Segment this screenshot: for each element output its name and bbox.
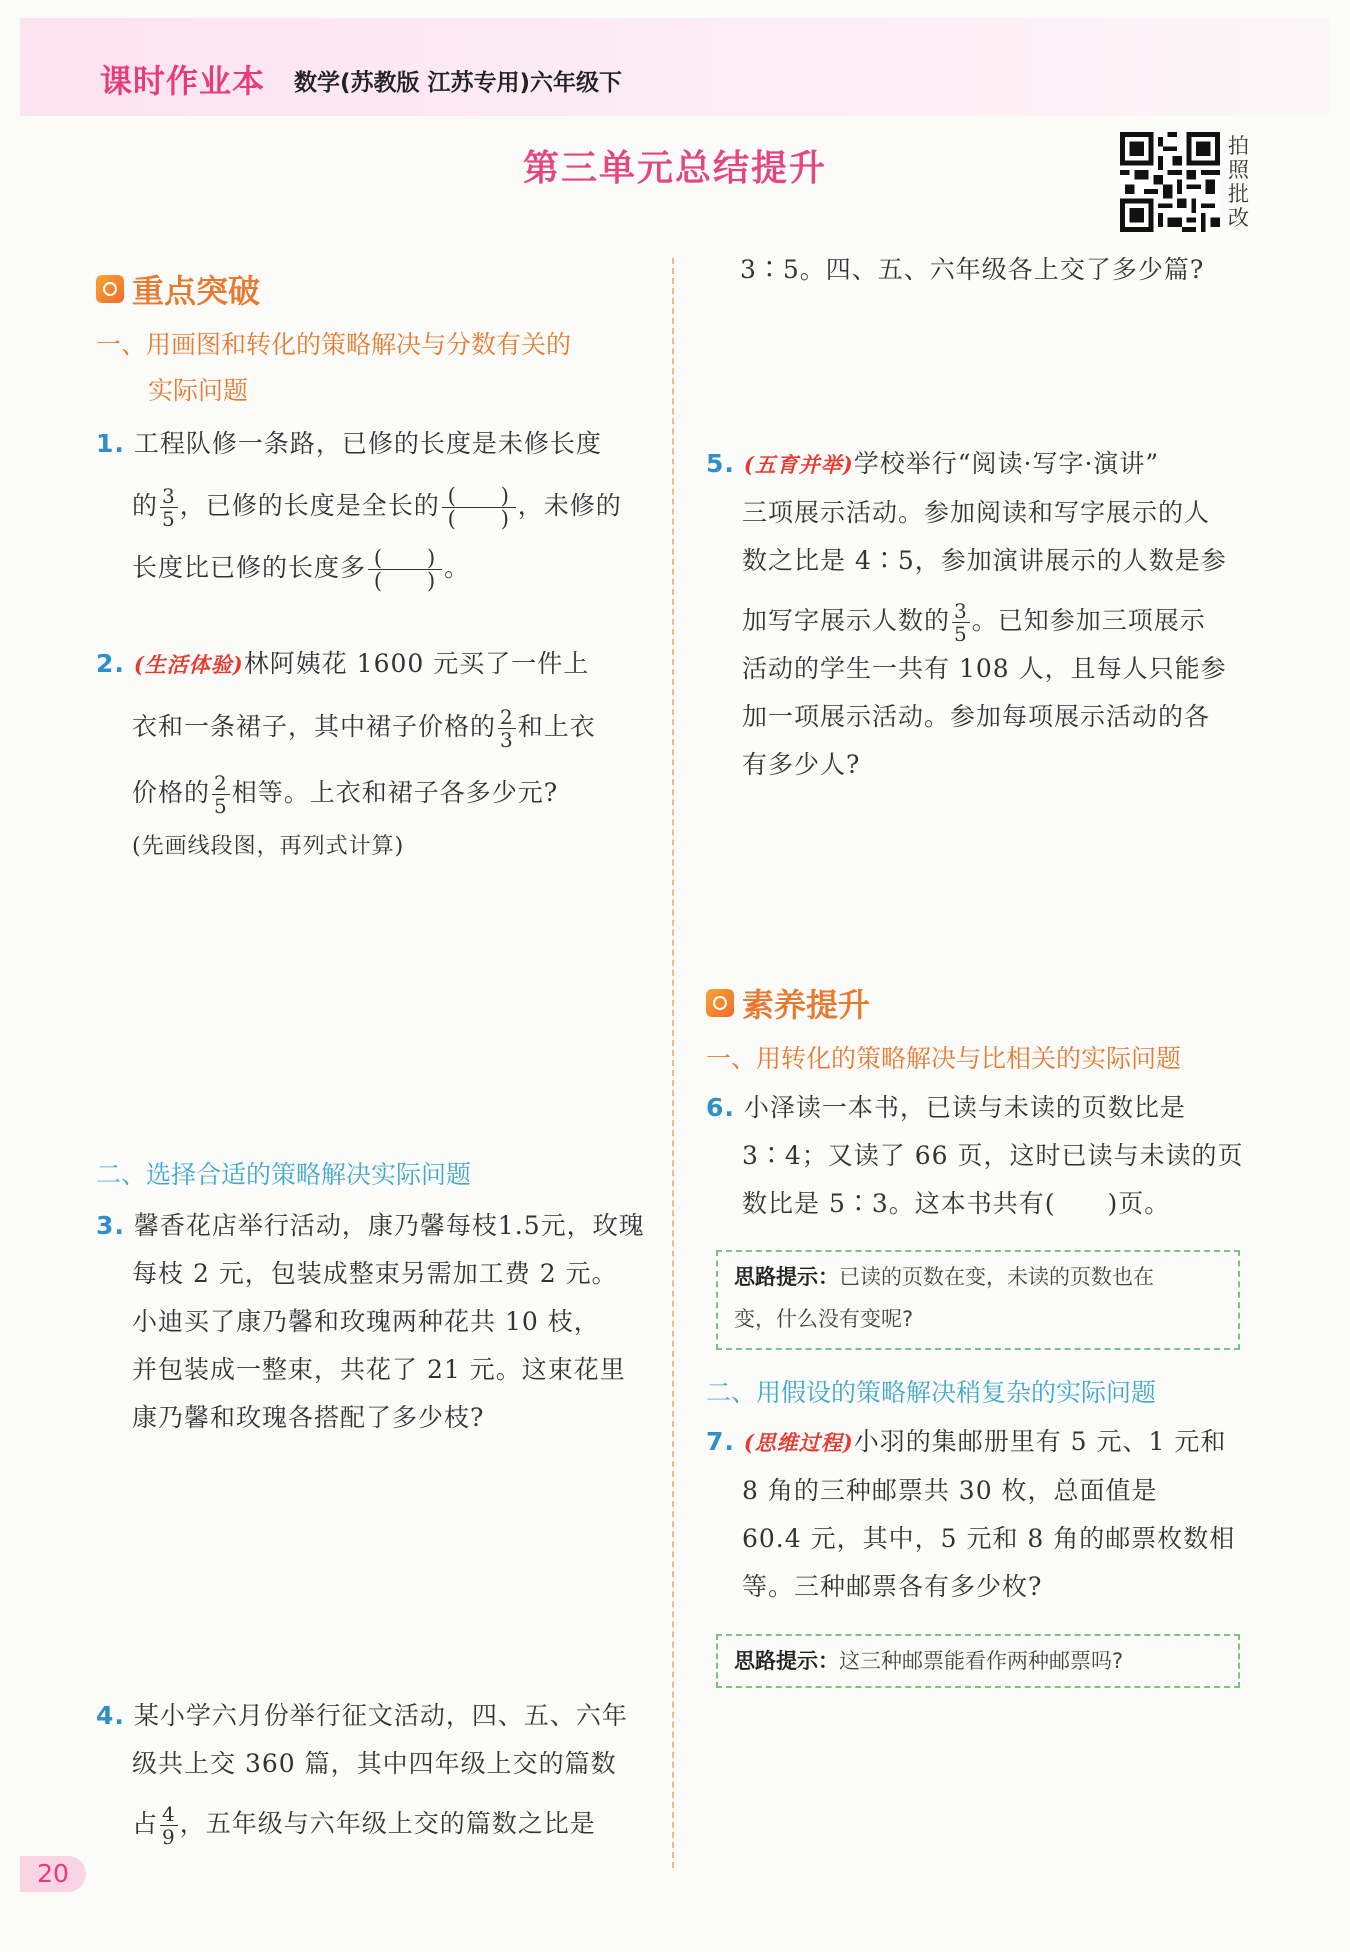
fraction: $\frac{2}{5}$ <box>214 771 228 818</box>
improve-subheading-1: 一、用转化的策略解决与比相关的实际问题 <box>706 1044 1182 1073</box>
fraction: $\frac{3}{5}$ <box>954 599 968 646</box>
column-divider <box>672 258 674 1868</box>
question-7: 7. (思维过程)小羽的集邮册里有 5 元、1 元和 8 角的三种邮票共 30 枚，总面值是 60.4 元，其中，5 元和 8 角的邮票枚数相 等。三种邮票各有多少枚? <box>706 1427 1236 1601</box>
hint-box-q7: 思路提示：这三种邮票能看作两种邮票吗? <box>716 1634 1240 1688</box>
section-improve-heading: 素养提升 <box>706 980 870 1026</box>
fraction: $\frac{2}{3}$ <box>500 705 514 752</box>
qr-code-icon[interactable] <box>1120 132 1220 232</box>
key-subheading-2: 二、选择合适的策略解决实际问题 <box>96 1160 472 1189</box>
growth-icon <box>706 989 734 1017</box>
question-2: 2. (生活体验)林阿姨花 1600 元买了一件上 衣和一条裙子，其中裙子价格的 $\frac{2}{3}$ 和上衣 价格的 $\frac{2}{5}$ 相等。上衣和裙子各多少元? (先画线段图，再列式计算) <box>96 649 596 859</box>
answer-blank[interactable]: ( ) ( ) <box>442 485 516 530</box>
book-subtitle: 数学(苏教版 江苏专用)六年级下 <box>294 70 623 96</box>
page-number: 20 <box>20 1856 86 1892</box>
target-icon <box>96 275 124 303</box>
fraction: $\frac{3}{5}$ <box>162 484 176 531</box>
question-3: 3. 馨香花店举行活动，康乃馨每枝1.5元，玫瑰 每枝 2 元，包装成整束另需加工费 2 元。 小迪买了康乃馨和玫瑰两种花共 10 枝， 并包装成一整束，共花了 21 元。这束花里 康乃馨和玫瑰各搭配了多少枝? <box>96 1211 645 1432</box>
answer-blank[interactable]: ( ) ( ) <box>368 547 442 592</box>
improve-subheading-2: 二、用假设的策略解决稍复杂的实际问题 <box>706 1378 1157 1407</box>
fraction: $\frac{4}{9}$ <box>162 1802 176 1849</box>
question-6: 6. 小泽读一本书，已读与未读的页数比是 3∶4；又读了 66 页，这时已读与未读的页 数比是 5∶3。这本书共有( )页。 <box>706 1093 1244 1218</box>
qr-label: 拍照批改 <box>1228 134 1249 230</box>
page-title: 第三单元总结提升 <box>522 148 827 189</box>
key-subheading-1: 一、用画图和转化的策略解决与分数有关的 实际问题 <box>96 330 572 405</box>
question-4-continued: 3∶5。四、五、六年级各上交了多少篇? <box>740 255 1205 284</box>
hint-box-q6: 思路提示：已读的页数在变，未读的页数也在 变，什么没有变呢? <box>716 1250 1240 1350</box>
brand-title: 课时作业本 <box>100 62 266 100</box>
question-1: 1. 工程队修一条路，已修的长度是未修长度 的 $\frac{3}{5}$ ，已修的长度是全长的 ( ) ( ) ，未修的 长度比已修的长度多 ( ) ( ) 。 <box>96 429 622 593</box>
section-key-heading: 重点突破 <box>96 266 260 312</box>
question-4: 4. 某小学六月份举行征文活动，四、五、六年 级共上交 360 篇，其中四年级上交的篇数 占 $\frac{4}{9}$ ，五年级与六年级上交的篇数之比是 <box>96 1701 628 1849</box>
question-5: 5. (五育并举)学校举行“阅读·写字·演讲” 三项展示活动。参加阅读和写字展示的人 数之比是 4∶5，参加演讲展示的人数是参 加写字展示人数的 $\frac{3}{5}$ 。已知参加三项展示 活动的学生一共有 108 人，且每人只能参 加一项展示活动。参加每项展示活动的各 有多少人? <box>706 449 1227 779</box>
